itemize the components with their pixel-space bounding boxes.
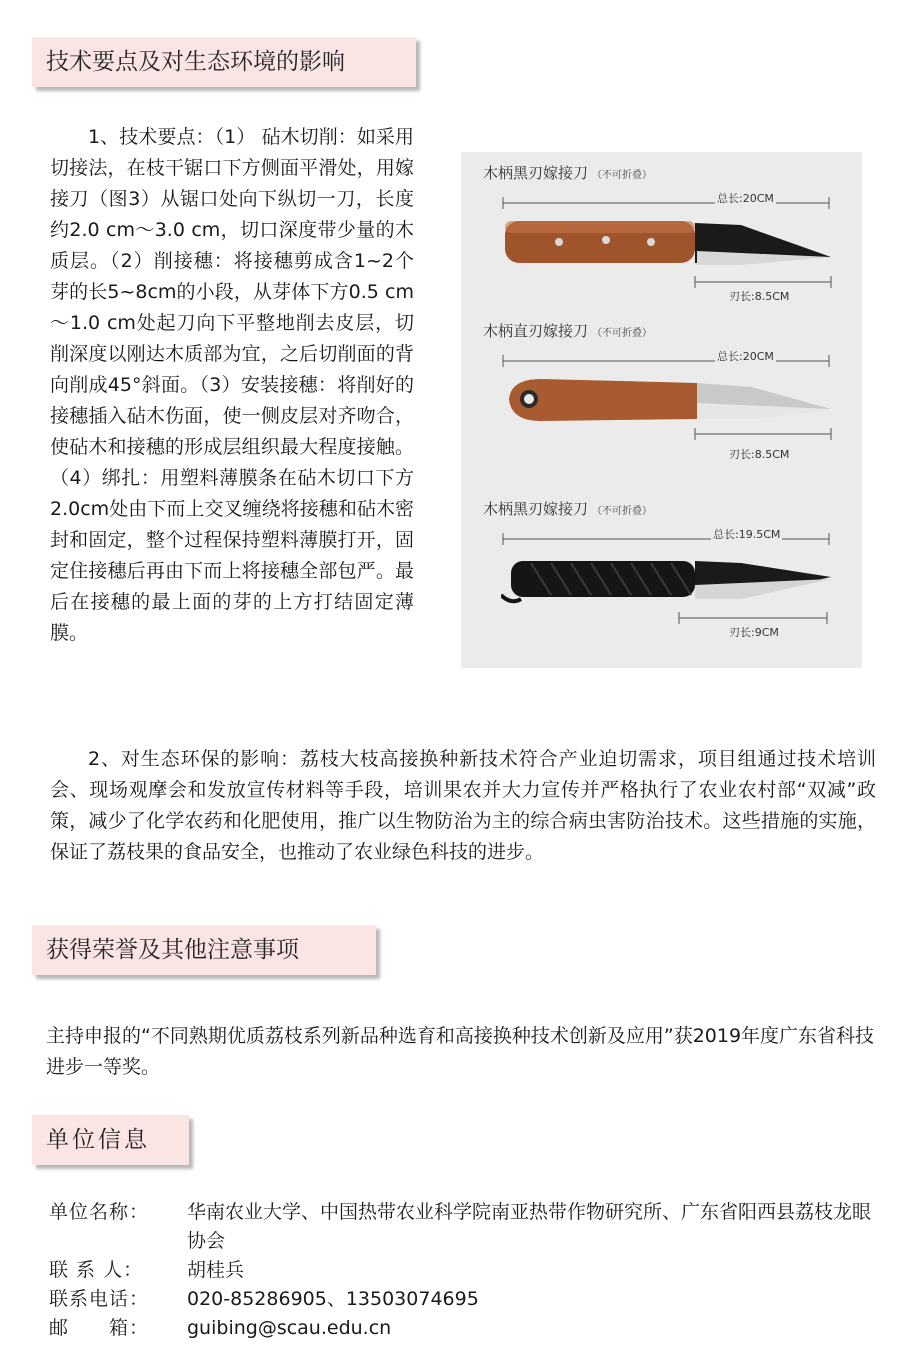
phone-value: 020-85286905、13503074695: [187, 1288, 479, 1310]
phone-label: 联系电话：: [49, 1288, 150, 1310]
tech-points-paragraph: 1、技术要点：（1） 砧木切削：如采用切接法，在枝干锯口下方侧面平滑处，用嫁接刀（图3）从锯口处向下纵切一刀，长度约2.0 cm～3.0 cm，切口深度带少量的木质层。（2）削接穗：将接穗剪成含1~2个芽的长5~8cm的小段，从芽体下方0.5 cm～1.0 cm处起刀向下平整地削去皮层，切削深度以刚达木质部为宜，之后切削面的背向削成45°斜面。（3）安装接穗：将削好的接穗插入砧木伤面，使一侧皮层对齐吻合，使砧木和接穗的形成层组织最大程度接触。（4）绑扎：用塑料薄膜条在砧木切口下方2.0cm处由下而上交叉缠绕将接穗和砧木密封和固定，整个过程保持塑料薄膜打开，固定住接穗后再由下而上将接穗全部包严。最后在接穗的最上面的芽的上方打结固定薄膜。: [50, 126, 414, 644]
contact-label: 联 系 人：: [49, 1259, 144, 1281]
blade-length-label-1: 刃长:8.5CM: [729, 290, 790, 303]
blade-length-label-2: 刃长:8.5CM: [729, 448, 790, 461]
ecology-paragraph: 2、对生态环保的影响：荔枝大枝高接换种新技术符合产业迫切需求，项目组通过技术培训会、现场观摩会和发放宣传材料等手段，培训果农并大力宣传并严格执行了农业农村部“双减”政策，减少了化学农药和化肥使用，推广以生物防治为主的综合病虫害防治技术。这些措施的实施，保证了荔枝果的食品安全，也推动了农业绿色科技的进步。: [50, 748, 876, 863]
phone-row: [49, 1285, 879, 1314]
blade-length-line-2: [693, 428, 833, 440]
knife-note-1: （不可折叠）: [592, 170, 653, 181]
contact-value: 胡桂兵: [187, 1259, 245, 1281]
section-title-unit: 单位信息: [46, 1127, 150, 1153]
email-label: 邮 箱：: [49, 1317, 150, 1339]
unit-name-value: 华南农业大学、中国热带农业科学院南亚热带作物研究所、广东省阳西县荔枝龙眼协会: [187, 1201, 872, 1252]
blade-length-line-3: [677, 612, 829, 624]
knife-illustration-2: [501, 365, 841, 435]
contact-row: [49, 1256, 879, 1285]
section-header-tech: [32, 37, 416, 87]
knife-item-1: [461, 152, 862, 322]
section-header-unit: [32, 1115, 189, 1165]
section-header-honors: [32, 925, 376, 975]
knife-illustration-1: [501, 207, 841, 277]
knife-note-2: （不可折叠）: [592, 328, 653, 339]
email-value[interactable]: guibing@scau.edu.cn: [187, 1317, 392, 1339]
knife-item-2: [461, 310, 862, 480]
blade-length-line-1: [693, 276, 833, 288]
knife-name-1: 木柄黑刃嫁接刀: [483, 164, 589, 182]
honor-paragraph: 主持申报的“不同熟期优质荔枝系列新品种选育和高接换种技术创新及应用”获2019年度广东省科技进步一等奖。: [46, 1025, 875, 1078]
grafting-knives-figure: [461, 152, 862, 668]
unit-info-block: [49, 1198, 879, 1343]
knife-title-2: [483, 320, 652, 341]
knife-title-1: [483, 162, 652, 183]
knife-name-2: 木柄直刃嫁接刀: [483, 322, 589, 340]
unit-name-row: [49, 1198, 879, 1256]
unit-name-label: 单位名称：: [49, 1201, 150, 1223]
knife-name-3: 木柄黑刃嫁接刀: [483, 500, 589, 518]
knife-title-3: [483, 498, 652, 519]
blade-length-label-3: 刃长:9CM: [729, 626, 779, 639]
section-title-tech: 技术要点及对生态环境的影响: [46, 49, 345, 75]
knife-item-3: [461, 488, 862, 658]
total-length-label-3: 总长:19.5CM: [713, 528, 781, 541]
knife-illustration-3: [501, 543, 841, 613]
section-title-honors: 获得荣誉及其他注意事项: [46, 937, 299, 963]
total-length-label-1: 总长:20CM: [717, 192, 774, 205]
total-length-label-2: 总长:20CM: [717, 350, 774, 363]
knife-note-3: （不可折叠）: [592, 506, 653, 517]
email-row: [49, 1314, 879, 1343]
